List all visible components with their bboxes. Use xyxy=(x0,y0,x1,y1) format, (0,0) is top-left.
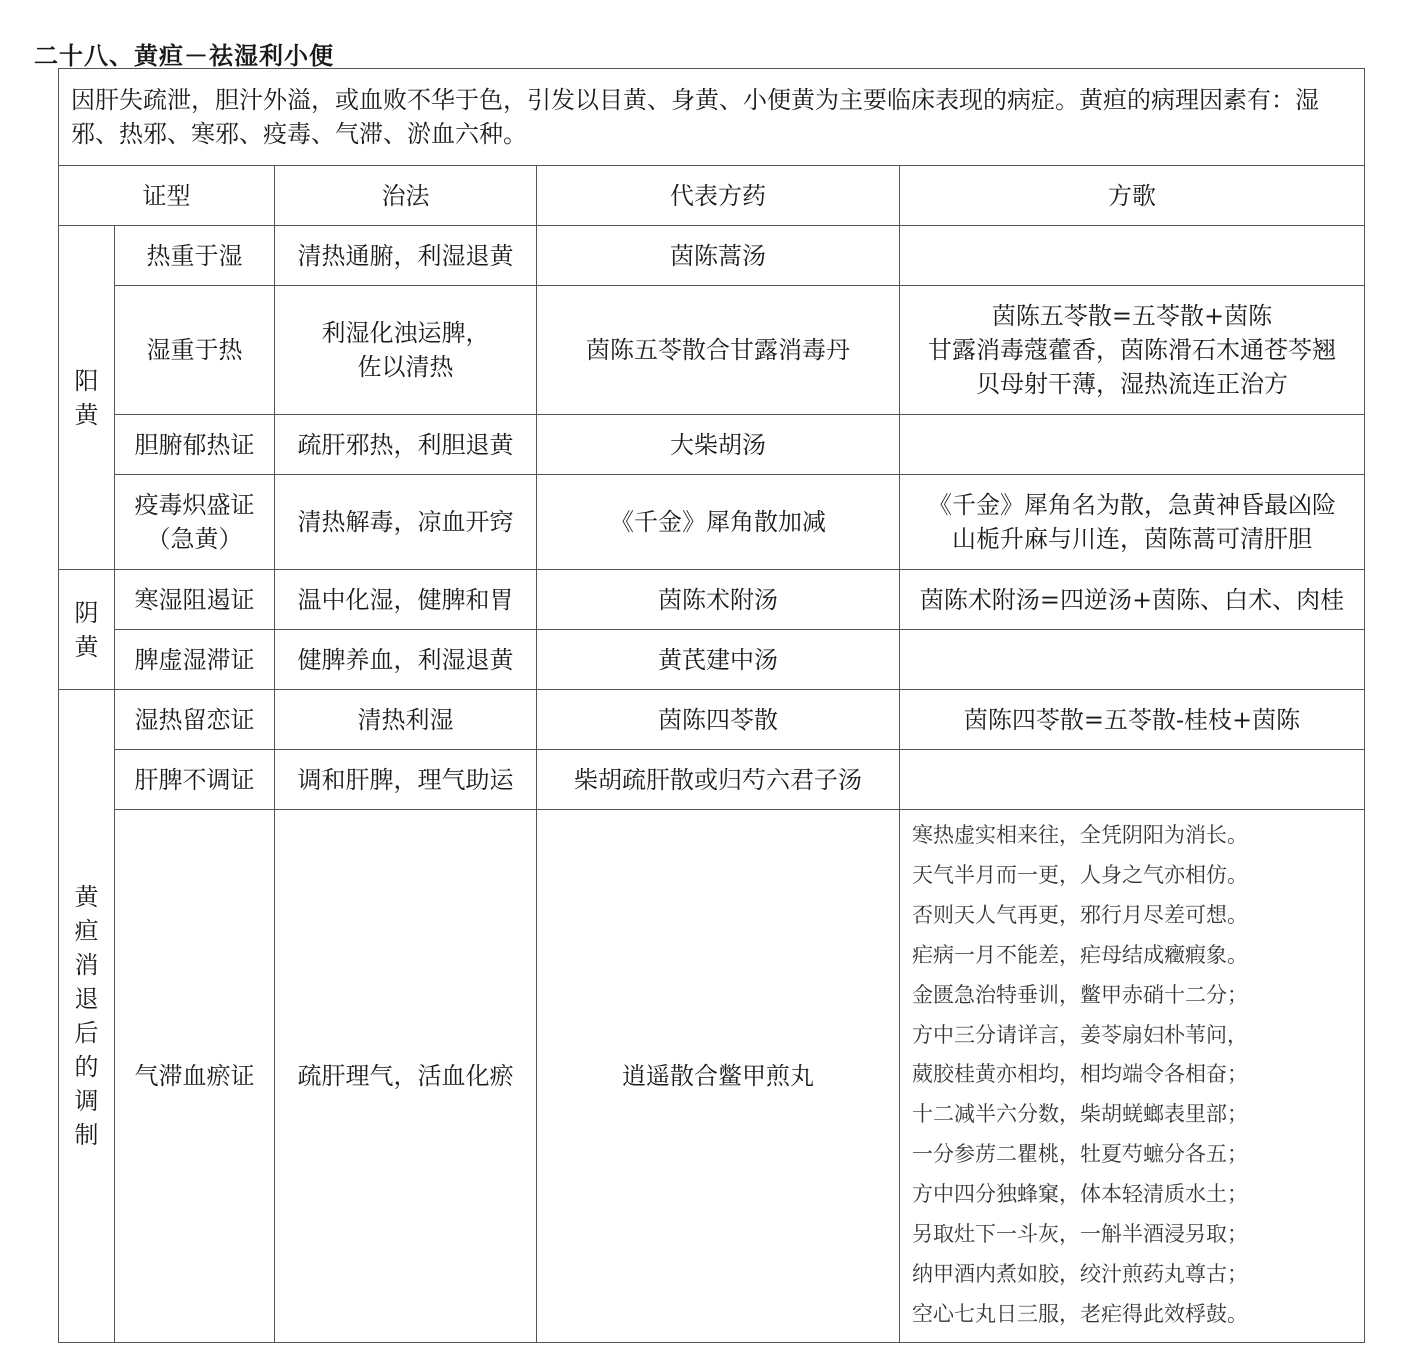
table-row xyxy=(59,570,1365,630)
therapy-cell: 健脾养血，利湿退黄 xyxy=(275,630,537,690)
syndrome-cell: 气滞血瘀证 xyxy=(115,810,275,1343)
formula-cell: 茵陈四苓散 xyxy=(537,690,900,750)
song-line: 《千金》犀角名为散，急黄神昏最凶险 xyxy=(928,491,1336,519)
therapy-cell xyxy=(275,286,537,415)
song-line: 贝母射干薄，湿热流连正治方 xyxy=(976,370,1288,398)
group-yin-jaundice xyxy=(59,570,115,690)
formula-cell: 茵陈术附汤 xyxy=(537,570,900,630)
verse-line: 寒热虚实相来往，全凭阴阳为消长。 xyxy=(912,823,1248,847)
group-yang-jaundice xyxy=(59,226,115,570)
group-label: 阳黄 xyxy=(74,366,99,429)
therapy-cell: 疏肝邪热，利胆退黄 xyxy=(275,415,537,475)
formula-cell: 大柴胡汤 xyxy=(537,415,900,475)
syndrome-cell: 湿热留恋证 xyxy=(115,690,275,750)
verse-line: 金匮急治特垂训，鳖甲赤硝十二分； xyxy=(912,982,1248,1007)
table-row xyxy=(59,810,1365,1343)
formula-cell: 柴胡疏肝散或归芍六君子汤 xyxy=(537,750,900,810)
syndrome-cell: 寒湿阻遏证 xyxy=(115,570,275,630)
verse-line: 葳胶桂黄亦相均，相均端令各相奋； xyxy=(912,1062,1248,1087)
table-row xyxy=(59,226,1365,286)
verse-line: 十二减半六分数，柴胡蜣螂表里部； xyxy=(912,1102,1248,1127)
therapy-line: 利湿化浊运脾， xyxy=(321,319,490,347)
table-row xyxy=(59,630,1365,690)
group-label: 黄疸消退后的调制 xyxy=(74,883,99,1149)
syndrome-line: （急黄） xyxy=(146,525,243,553)
verse-line: 方中三分请详言，姜苓扇妇朴苇问， xyxy=(912,1022,1248,1047)
syndrome-table xyxy=(58,68,1365,1343)
verse-line: 天气半月而一更，人身之气亦相仿。 xyxy=(912,862,1248,887)
song-cell xyxy=(900,286,1365,415)
table-row xyxy=(59,415,1365,475)
verse-line: 否则天人气再更，邪行月尽差可想。 xyxy=(912,902,1248,927)
syndrome-cell: 肝脾不调证 xyxy=(115,750,275,810)
group-label: 阴黄 xyxy=(74,598,99,661)
syndrome-cell: 热重于湿 xyxy=(115,226,275,286)
formula-cell: 逍遥散合鳖甲煎丸 xyxy=(537,810,900,1343)
syndrome-cell xyxy=(115,475,275,570)
song-line: 甘露消毒蔻藿香，茵陈滑石木通苍芩翘 xyxy=(928,336,1336,364)
therapy-cell: 清热利湿 xyxy=(275,690,537,750)
header-syndrome: 证型 xyxy=(59,166,275,226)
formula-cell: 《千金》犀角散加减 xyxy=(537,475,900,570)
table-row xyxy=(59,750,1365,810)
syndrome-cell: 湿重于热 xyxy=(115,286,275,415)
therapy-cell: 调和肝脾，理气助运 xyxy=(275,750,537,810)
song-cell xyxy=(900,226,1365,286)
verse-line: 纳甲酒内煮如胶，绞汁煎药丸尊古； xyxy=(912,1261,1248,1286)
table-row xyxy=(59,286,1365,415)
formula-cell: 黄芪建中汤 xyxy=(537,630,900,690)
song-cell-long xyxy=(900,810,1365,1343)
formula-cell: 茵陈蒿汤 xyxy=(537,226,900,286)
header-therapy: 治法 xyxy=(275,166,537,226)
intro-text: 因肝失疏泄，胆汁外溢，或血败不华于色，引发以目黄、身黄、小便黄为主要临床表现的病症。黄疸的病理因素有：湿邪、热邪、寒邪、疫毒、气滞、淤血六种。 xyxy=(59,69,1365,166)
syndrome-cell: 脾虚湿滞证 xyxy=(115,630,275,690)
header-row xyxy=(59,166,1365,226)
song-cell xyxy=(900,630,1365,690)
formula-cell: 茵陈五苓散合甘露消毒丹 xyxy=(537,286,900,415)
song-cell xyxy=(900,415,1365,475)
verse-line: 一分参苈二瞿桃，牡夏芍蟅分各五； xyxy=(912,1142,1248,1167)
song-cell xyxy=(900,750,1365,810)
syndrome-cell: 胆腑郁热证 xyxy=(115,415,275,475)
therapy-line: 佐以清热 xyxy=(357,353,454,381)
song-line: 茵陈五苓散=五苓散+茵陈 xyxy=(991,302,1273,330)
header-formula: 代表方药 xyxy=(537,166,900,226)
table-row xyxy=(59,475,1365,570)
header-song: 方歌 xyxy=(900,166,1365,226)
intro-row xyxy=(59,69,1365,166)
song-line: 山栀升麻与川连，茵陈蒿可清肝胆 xyxy=(952,525,1312,553)
verse-line: 方中四分独蜂窠，体本轻清质水土； xyxy=(912,1182,1248,1207)
therapy-cell: 清热解毒，凉血开窍 xyxy=(275,475,537,570)
page-title: 二十八、黄疸－祛湿利小便 xyxy=(34,41,334,70)
verse-line: 另取灶下一斗灰，一斛半酒浸另取； xyxy=(912,1222,1248,1247)
therapy-cell: 温中化湿，健脾和胃 xyxy=(275,570,537,630)
verse-line: 空心七丸日三服，老疟得此效桴鼓。 xyxy=(912,1301,1248,1326)
table-row xyxy=(59,690,1365,750)
group-post-jaundice xyxy=(59,690,115,1343)
verse-line: 疟病一月不能差，疟母结成癥瘕象。 xyxy=(912,942,1248,967)
song-cell: 茵陈四苓散=五苓散-桂枝+茵陈 xyxy=(900,690,1365,750)
song-cell xyxy=(900,475,1365,570)
syndrome-line: 疫毒炽盛证 xyxy=(134,491,255,519)
song-cell: 茵陈术附汤=四逆汤+茵陈、白术、肉桂 xyxy=(900,570,1365,630)
therapy-cell: 清热通腑，利湿退黄 xyxy=(275,226,537,286)
therapy-cell: 疏肝理气，活血化瘀 xyxy=(275,810,537,1343)
